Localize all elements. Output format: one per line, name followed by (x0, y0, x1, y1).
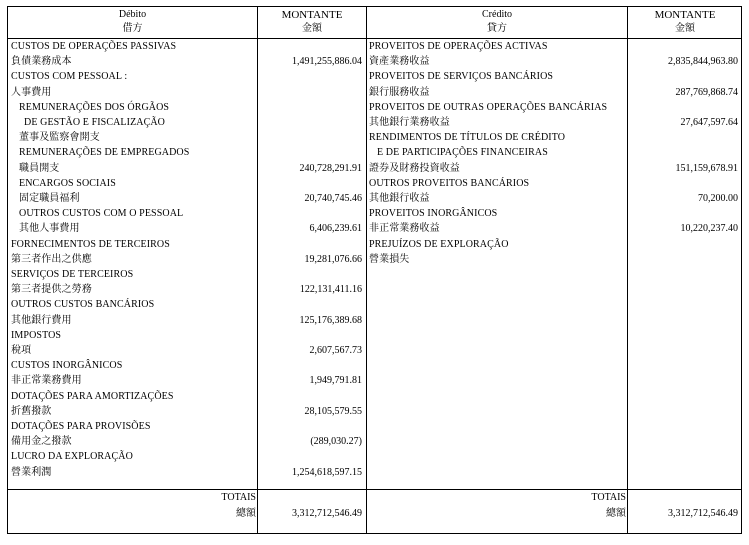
credit-row-label: 其他銀行業務收益 (369, 117, 450, 128)
credit-row-amount: 151,159,678.91 (675, 162, 738, 174)
debit-row-label: DE GESTÃO E FISCALIZAÇÃO (24, 117, 166, 128)
credit-row-amount: 287,769,868.74 (675, 86, 738, 98)
credit-row-label: PREJUÍZOS DE EXPLORAÇÃO (369, 238, 509, 250)
debit-row-amount: 125,176,389.68 (299, 314, 362, 326)
debit-row-label: FORNECIMENTOS DE TERCEIROS (11, 238, 170, 250)
credit-amount-header (628, 8, 742, 36)
totals-divider (7, 489, 742, 490)
column-divider (366, 6, 367, 534)
debit-row-label: 職員開支 (19, 162, 60, 174)
debit-row-label: ENCARGOS SOCIAIS (19, 177, 116, 189)
credit-amount-header-cn: 金額 (675, 23, 695, 34)
debit-totals-label-cn: 總額 (236, 508, 256, 519)
credit-row-label: 非正常業務收益 (369, 223, 440, 235)
debit-row-label: 備用金之撥款 (11, 436, 72, 448)
debit-row-amount: 122,131,411.16 (299, 284, 362, 296)
debit-row-label: DOTAÇÕES PARA PROVISÕES (11, 421, 151, 432)
credit-row-label: OUTROS PROVEITOS BANCÁRIOS (369, 177, 530, 189)
credit-row-label: RENDIMENTOS DE TÍTULOS DE CRÉDITO (369, 132, 566, 144)
debit-row-label: SERVIÇOS DE TERCEIROS (11, 269, 134, 280)
debit-row-amount: 1,949,791.81 (309, 375, 362, 387)
column-divider (257, 6, 258, 534)
credit-row-label: PROVEITOS DE SERVIÇOS BANCÁRIOS (369, 71, 554, 83)
debit-row-label: 第三者提供之勞務 (11, 284, 92, 296)
debit-row-label: REMUNERAÇÕES DE EMPREGADOS (19, 147, 190, 159)
debit-header-pt: Débito (118, 9, 147, 20)
credit-row-label: 銀行服務收益 (369, 86, 430, 98)
debit-total-amount: 3,312,712,546.49 (292, 508, 362, 519)
debit-row-label: IMPOSTOS (11, 329, 62, 341)
debit-totals-label-pt: TOTAIS (221, 492, 256, 503)
debit-header (8, 8, 257, 36)
debit-row-label: 固定職員福利 (19, 193, 80, 204)
credit-row-label: 其他銀行收益 (369, 193, 430, 204)
debit-amount-header-pt: MONTANTE (281, 9, 343, 21)
credit-header (367, 8, 627, 36)
credit-row-amount: 10,220,237.40 (680, 223, 738, 235)
credit-row-label: E DE PARTICIPAÇÕES FINANCEIRAS (377, 147, 548, 159)
debit-row-amount: (289,030.27) (310, 436, 362, 448)
debit-row-amount: 19,281,076.66 (304, 253, 362, 265)
debit-row-label: DOTAÇÕES PARA AMORTIZAÇÕES (11, 390, 174, 402)
debit-row-label: CUSTOS DE OPERAÇÕES PASSIVAS (11, 41, 177, 52)
credit-total-amount: 3,312,712,546.49 (668, 508, 738, 519)
debit-row-amount: 240,728,291.91 (299, 162, 362, 174)
debit-row-label: CUSTOS INORGÂNICOS (11, 360, 123, 372)
credit-row-label: PROVEITOS DE OUTRAS OPERAÇÕES BANCÁRIAS (369, 101, 608, 113)
debit-header-cn: 借方 (122, 23, 143, 34)
debit-row-label: OUTROS CUSTOS COM O PESSOAL (19, 208, 184, 220)
credit-row-amount: 70,200.00 (698, 193, 738, 204)
debit-row-amount: 2,607,567.73 (309, 345, 362, 356)
credit-header-cn: 貸方 (487, 23, 507, 34)
debit-row-label: OUTROS CUSTOS BANCÁRIOS (11, 299, 155, 311)
debit-row-label: 稅項 (11, 345, 32, 356)
credit-row-label: 資產業務收益 (369, 56, 430, 68)
debit-row-label: LUCRO DA EXPLORAÇÃO (11, 451, 133, 463)
credit-row-label: PROVEITOS DE OPERAÇÕES ACTIVAS (369, 41, 548, 52)
debit-row-label: 營業利潤 (11, 466, 52, 478)
credit-totals-label-pt: TOTAIS (591, 492, 626, 503)
debit-row-amount: 1,254,618,597.15 (292, 466, 362, 478)
debit-row-label: 人事費用 (11, 86, 52, 98)
debit-row-label: REMUNERAÇÕES DOS ÓRGÃOS (19, 101, 170, 113)
credit-row-amount: 2,835,844,963.80 (668, 56, 738, 68)
debit-row-label: CUSTOS COM PESSOAL : (11, 71, 128, 83)
debit-amount-header-cn: 金額 (302, 23, 322, 34)
debit-row-label: 折舊撥款 (11, 405, 52, 417)
debit-row-label: 董事及監察會開支 (19, 132, 100, 144)
debit-amount-header (258, 8, 366, 36)
credit-row-amount: 27,647,597.64 (680, 117, 738, 128)
credit-amount-header-pt: MONTANTE (654, 9, 716, 21)
credit-row-label: 證券及財務投資收益 (369, 162, 460, 174)
debit-row-amount: 1,491,255,886.04 (292, 56, 362, 68)
debit-row-label: 其他銀行費用 (11, 314, 72, 326)
credit-row-label: PROVEITOS INORGÂNICOS (369, 208, 498, 220)
credit-row-label: 營業損失 (369, 253, 410, 265)
debit-row-label: 其他人事費用 (19, 223, 80, 235)
debit-row-label: 第三者作出之供應 (11, 253, 92, 265)
debit-row-label: 非正常業務費用 (11, 375, 82, 387)
credit-header-pt: Crédito (482, 9, 512, 20)
debit-row-label: 負債業務成本 (11, 56, 72, 68)
debit-row-amount: 6,406,239.61 (309, 223, 362, 235)
debit-row-amount: 28,105,579.55 (304, 405, 362, 417)
credit-totals-label-cn: 總額 (606, 508, 626, 519)
debit-row-amount: 20,740,745.46 (304, 193, 362, 204)
